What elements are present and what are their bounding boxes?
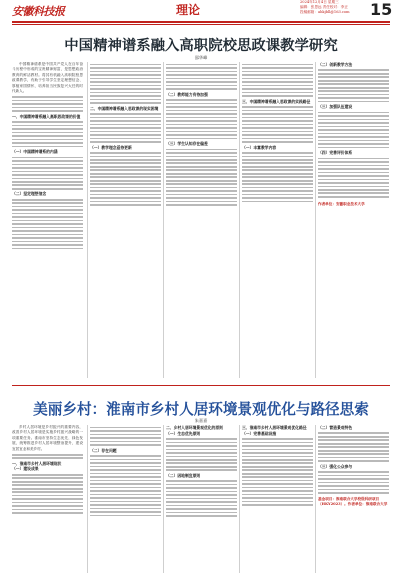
article1-column-4: [242, 62, 313, 378]
header-rule-thin: [12, 24, 390, 25]
article2-heading: （二）因地制宜原则: [166, 472, 201, 478]
article2-heading: 一、淮南市乡村人居环境现状: [12, 460, 62, 466]
column-divider: [315, 425, 316, 573]
article2-heading: 二、乡村人居环境景观优化的原则: [166, 425, 223, 430]
article1-heading: 三、中国精神谱系融入思政课的实践路径: [242, 98, 311, 104]
article1-heading: （三）学生认知存在偏差: [166, 141, 208, 147]
article1-heading: （一）丰富教学内容: [242, 144, 277, 150]
article1-author: 邵华峰: [194, 55, 208, 60]
article1-column-5: [318, 62, 389, 378]
article2-heading: （二）营造景观特色: [318, 425, 353, 430]
column-divider: [239, 62, 240, 378]
article1-paragraph: 中国精神谱系是中国共产党人在百年奋斗历程中形成的宝贵精神财富，是思想政治教育的鲜活教材。将其有机融入高职院校思政课教学，有助于引导学生坚定理想信念、厚植家国情怀，培养担当民族复兴大任的时代新人。: [12, 62, 83, 94]
article1-column-1: [12, 62, 83, 378]
article1-heading: 一、中国精神谱系融入高职思政课的价值: [12, 113, 81, 119]
article2-heading: 三、淮南市乡村人居环境景观优化路径: [242, 425, 307, 430]
article1-column-2: [90, 62, 161, 378]
article1-heading: （四）完善评价体系: [318, 150, 353, 156]
article2-column-5: [318, 425, 389, 573]
newspaper-logo: 安徽科技报: [12, 5, 65, 18]
article2-heading: （一）生态优先原则: [166, 430, 201, 436]
column-divider: [315, 62, 316, 378]
article2-heading: （三）强化公众参与: [318, 463, 353, 469]
article1-heading: （三）加强队伍建设: [318, 104, 353, 110]
article2-author: 朱嘉嘉: [194, 418, 208, 423]
column-divider: [87, 425, 88, 573]
editor-line: 编辑：张思远 责任校对：李正: [300, 5, 348, 9]
article2-heading: （一）完善基础设施: [242, 430, 277, 436]
article2-column-3: [166, 425, 237, 573]
article2-column-4: [242, 425, 313, 573]
article1-heading: （一）教学理念亟待更新: [90, 144, 132, 150]
article2-fund-note: 基金项目：淮南联合大学校级科研项目（HKY2023）。作者单位：淮南联合大学: [318, 496, 388, 506]
article1-column-3: [166, 62, 237, 378]
article2-heading: （一）建设成果: [12, 466, 39, 472]
article1-heading: （二）坚定理想信念: [12, 191, 47, 197]
section-title: 理论: [176, 3, 201, 17]
page-number: 15: [370, 0, 393, 19]
article-separator: [12, 385, 390, 386]
article1-heading: （二）创新教学方法: [318, 62, 353, 67]
column-divider: [239, 425, 240, 573]
article1-heading: （一）中国精神谱系的内涵: [12, 149, 58, 155]
column-divider: [87, 62, 88, 378]
article2-column-2: [90, 425, 161, 573]
article2-title: 美丽乡村：淮南市乡村人居环境景观优化与路径思索: [33, 401, 369, 418]
email-line: 投稿邮箱：ahkjbll@163.com: [300, 10, 350, 14]
article2-paragraph: 乡村人居环境是乡村振兴的重要内容，改善乡村人居环境是实施乡村振兴战略的一项重要任务。淮南市坚持生态优先、绿色发展，统筹推进乡村人居环境整治提升，建设宜居宜业和美乡村。: [12, 425, 83, 451]
article1-heading: 二、中国精神谱系融入思政课的现实困境: [90, 105, 159, 111]
column-divider: [163, 425, 164, 573]
issue-date: 2024年12月4日 星期三: [300, 0, 339, 4]
article1-title: 中国精神谱系融入高职院校思政课教学研究: [64, 37, 338, 54]
column-divider: [163, 62, 164, 378]
header-info: [300, 0, 370, 15]
article1-author-note: 作者单位：安徽职业技术大学: [318, 201, 365, 206]
article1-heading: （二）教师能力有待加强: [166, 91, 208, 97]
article2-heading: （二）存在问题: [90, 447, 117, 453]
article2-column-1: [12, 425, 83, 573]
header-rule: [12, 21, 390, 23]
